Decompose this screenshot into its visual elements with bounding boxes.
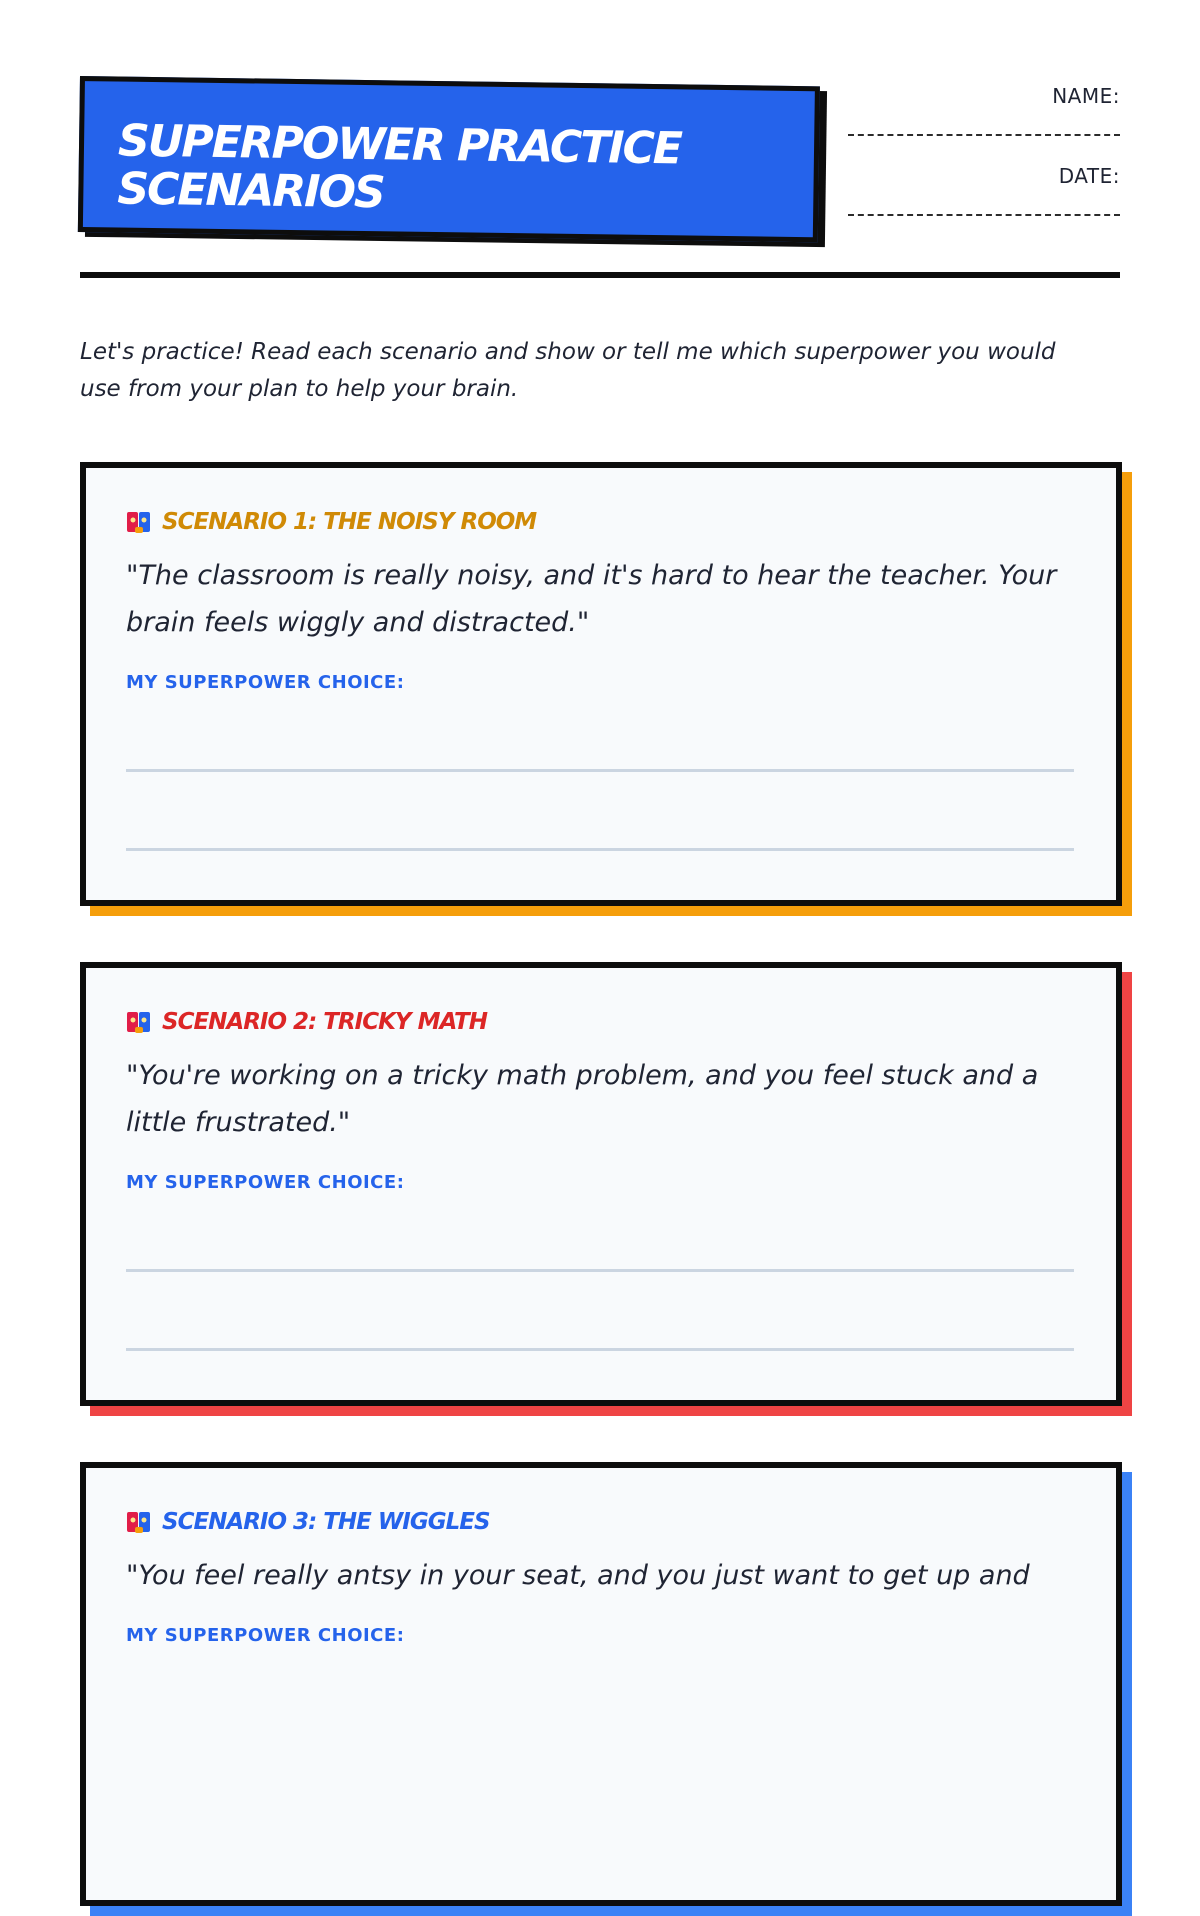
scenario-card-3 [80, 1462, 1122, 1906]
superpower-choice-label: MY SUPERPOWER CHOICE: [126, 1625, 405, 1646]
name-label: NAME: [1052, 84, 1120, 108]
answer-line-1[interactable] [126, 1269, 1074, 1272]
superhero-mask-icon [126, 1009, 152, 1035]
superpower-choice-label: MY SUPERPOWER CHOICE: [126, 672, 405, 693]
scenario-header [126, 1004, 1076, 1040]
page-title-line-1: SUPERPOWER PRACTICE [117, 115, 682, 175]
answer-line-2[interactable] [126, 1348, 1074, 1351]
scenario-title: SCENARIO 3: THE WIGGLES [162, 1509, 490, 1535]
page-title-line-2: SCENARIOS [117, 163, 385, 219]
scenario-card-3-box [80, 1462, 1122, 1906]
scenario-card-1 [80, 462, 1122, 906]
scenario-card-1-box [80, 462, 1122, 906]
date-label: DATE: [1058, 164, 1120, 188]
date-label-wrap [848, 164, 1120, 188]
intro-text: Let's practice! Read each scenario and show or tell me which superpower you would use from your plan to help your brain. [80, 339, 1056, 402]
superpower-choice-label: MY SUPERPOWER CHOICE: [126, 1172, 405, 1193]
date-field[interactable] [848, 214, 1120, 216]
scenario-title: SCENARIO 2: TRICKY MATH [162, 1009, 487, 1035]
scenario-quote: "The classroom is really noisy, and it's hard to hear the teacher. Your brain feels wiggly and distracted." [126, 560, 1057, 638]
superhero-mask-icon [126, 1509, 152, 1535]
title-banner-box [78, 76, 820, 242]
scenario-card-2-box [80, 962, 1122, 1406]
name-label-wrap [848, 84, 1120, 108]
name-field[interactable] [848, 134, 1120, 136]
superhero-mask-icon [126, 509, 152, 535]
scenario-header [126, 504, 1076, 540]
page-title [117, 115, 798, 223]
header-divider [80, 272, 1120, 278]
scenario-card-2 [80, 962, 1122, 1406]
answer-line-2[interactable] [126, 848, 1074, 851]
answer-line-1[interactable] [126, 769, 1074, 772]
scenario-header [126, 1504, 1076, 1540]
scenario-quote: "You feel really antsy in your seat, and you just want to get up and [126, 1560, 1030, 1591]
title-banner [80, 76, 840, 246]
scenario-quote: "You're working on a tricky math problem, and you feel stuck and a little frustrated." [126, 1060, 1039, 1138]
scenario-title: SCENARIO 1: THE NOISY ROOM [162, 509, 537, 535]
